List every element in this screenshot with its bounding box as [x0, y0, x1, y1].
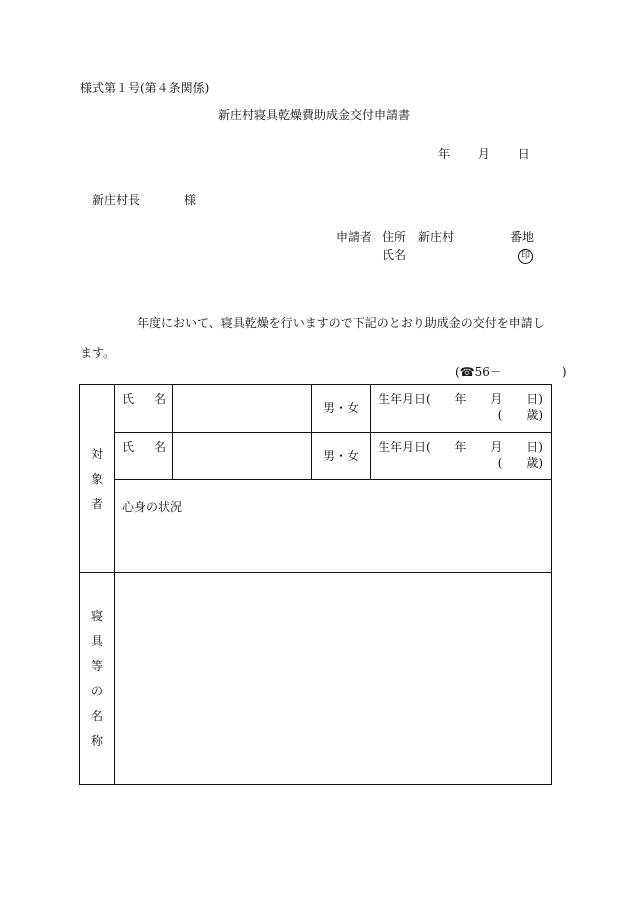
applicant-address-row — [336, 230, 535, 249]
banchi-label: 番地 — [510, 230, 535, 244]
date-day: 日 — [517, 147, 530, 161]
address-label: 住所 — [382, 230, 407, 244]
date-month: 月 — [477, 147, 490, 161]
bedding-label: 寝 具 等 の 名 称 — [80, 573, 115, 785]
name-input[interactable] — [173, 433, 312, 480]
date-year: 年 — [438, 147, 451, 161]
applicant-label: 申請者 — [336, 230, 373, 244]
condition-cell[interactable] — [115, 480, 552, 573]
sex-select[interactable]: 男・女 — [312, 433, 371, 480]
applicant-name-row — [336, 248, 530, 267]
seal-mark: 印 — [518, 249, 533, 264]
date-line — [438, 148, 530, 160]
document-title: 新庄村寝具乾燥費助成金交付申請書 — [218, 108, 411, 122]
address-village: 新庄村 — [418, 230, 455, 244]
sex-select[interactable]: 男・女 — [312, 385, 371, 433]
name-label: 氏名 — [382, 248, 407, 262]
body-text: 年度において、寝具乾燥を行いますので下記のとおり助成金の交付を申請します。 — [80, 316, 545, 360]
name-input[interactable] — [173, 385, 312, 433]
addressee — [92, 193, 197, 207]
name-label-cell: 氏 名 — [115, 433, 173, 480]
condition-row — [80, 480, 552, 573]
condition-label: 心身の状況 — [122, 500, 183, 514]
bedding-input[interactable] — [115, 573, 552, 785]
applicant-block — [336, 230, 535, 267]
addressee-honorific: 様 — [184, 193, 197, 207]
person-row — [80, 385, 552, 433]
form-number: 様式第１号(第４条関係) — [80, 81, 210, 95]
name-label-cell: 氏 名 — [115, 385, 173, 433]
target-label: 対 象 者 — [80, 385, 115, 573]
person-row — [80, 433, 552, 480]
bedding-row — [80, 573, 552, 785]
addressee-name: 新庄村長 — [92, 193, 141, 207]
phone-number: (☎56－ ) — [455, 365, 567, 379]
birth-date-cell[interactable]: 生年月日( 年 月 日) ( 歳) — [371, 433, 552, 480]
birth-date-cell[interactable]: 生年月日( 年 月 日) ( 歳) — [371, 385, 552, 433]
application-table — [79, 384, 552, 785]
